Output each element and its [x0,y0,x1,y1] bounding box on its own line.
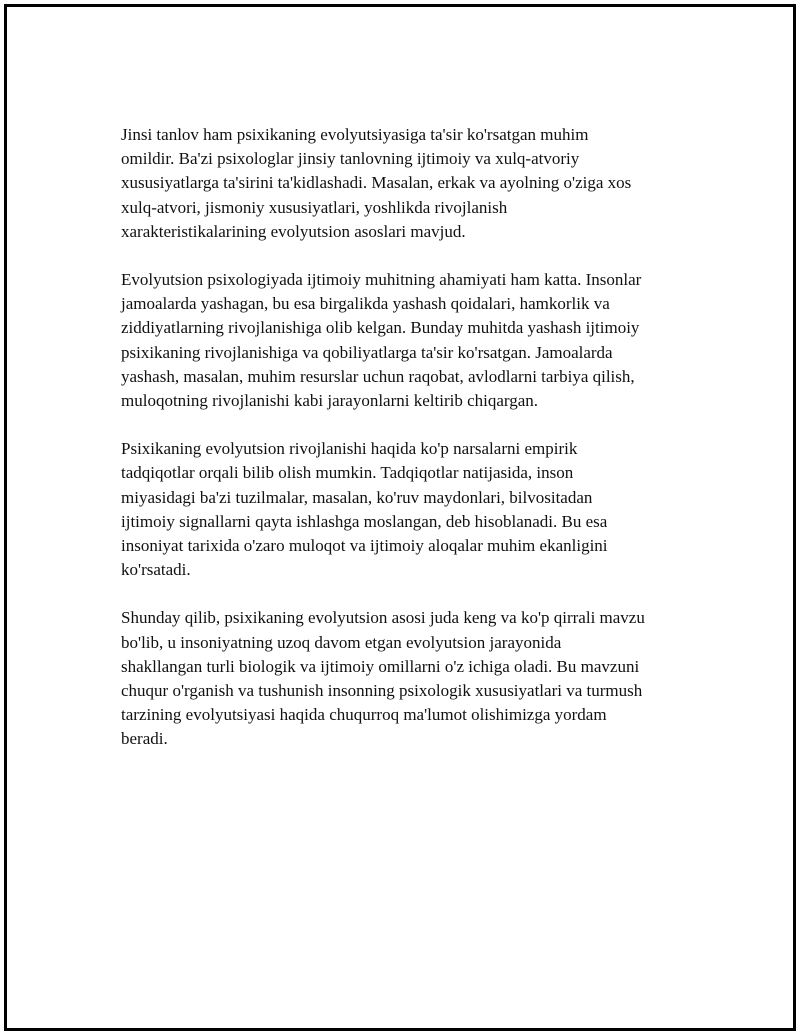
paragraph-social-environment: Evolyutsion psixologiyada ijtimoiy muhitning ahamiyati ham katta. Insonlar jamoalarda yashagan, bu esa birgalikda yashash qoidalari, hamkorlik va ziddiyatlarning rivojlanishiga olib kelgan. Bunday muhitda yashash ijtimoiy psixikaning rivojlanishiga va qobiliyatlarga ta'sir ko'rsatgan. Jamoalarda yashash, masalan, muhim resurslar uchun raqobat, avlodlarni tarbiya qilish, muloqotning rivojlanishi kabi jarayonlarni keltirib chiqargan. [121,270,642,411]
paragraph-sexual-selection: Jinsi tanlov ham psixikaning evolyutsiyasiga ta'sir ko'rsatgan muhim omildir. Ba'zi psixologlar jinsiy tanlovning ijtimoiy va xulq-atvoriy xususiyatlarga ta'sirini ta'kidlashadi. Masalan, erkak va ayolning o'ziga xos xulq-atvori, jismoniy xususiyatlari, yoshlikda rivojlanish xarakteristikalarining evolyutsion asoslari mavjud. [121,125,632,241]
document-page [4,4,796,1031]
paragraph-empirical-research: Psixikaning evolyutsion rivojlanishi haqida ko'p narsalarni empirik tadqiqotlar orqali bilib olish mumkin. Tadqiqotlar natijasida, inson miyasidagi ba'zi tuzilmalar, masalan, ko'ruv maydonlari, bilvositadan ijtimoiy signallarni qayta ishlashga moslangan, deb hisoblanadi. Bu esa insoniyat tarixida o'zaro muloqot va ijtimoiy aloqalar muhim ekanligini ko'rsatadi. [121,439,608,580]
document-body [121,123,701,776]
paragraph-conclusion: Shunday qilib, psixikaning evolyutsion asosi juda keng va ko'p qirrali mavzu bo'lib, u insoniyatning uzoq davom etgan evolyutsion jarayonida shakllangan turli biologik va ijtimoiy omillarni o'z ichiga oladi. Bu mavzuni chuqur o'rganish va tushunish insonning psixologik xususiyatlari va turmush tarzining evolyutsiyasi haqida chuqurroq ma'lumot olishimizga yordam beradi. [121,608,645,749]
